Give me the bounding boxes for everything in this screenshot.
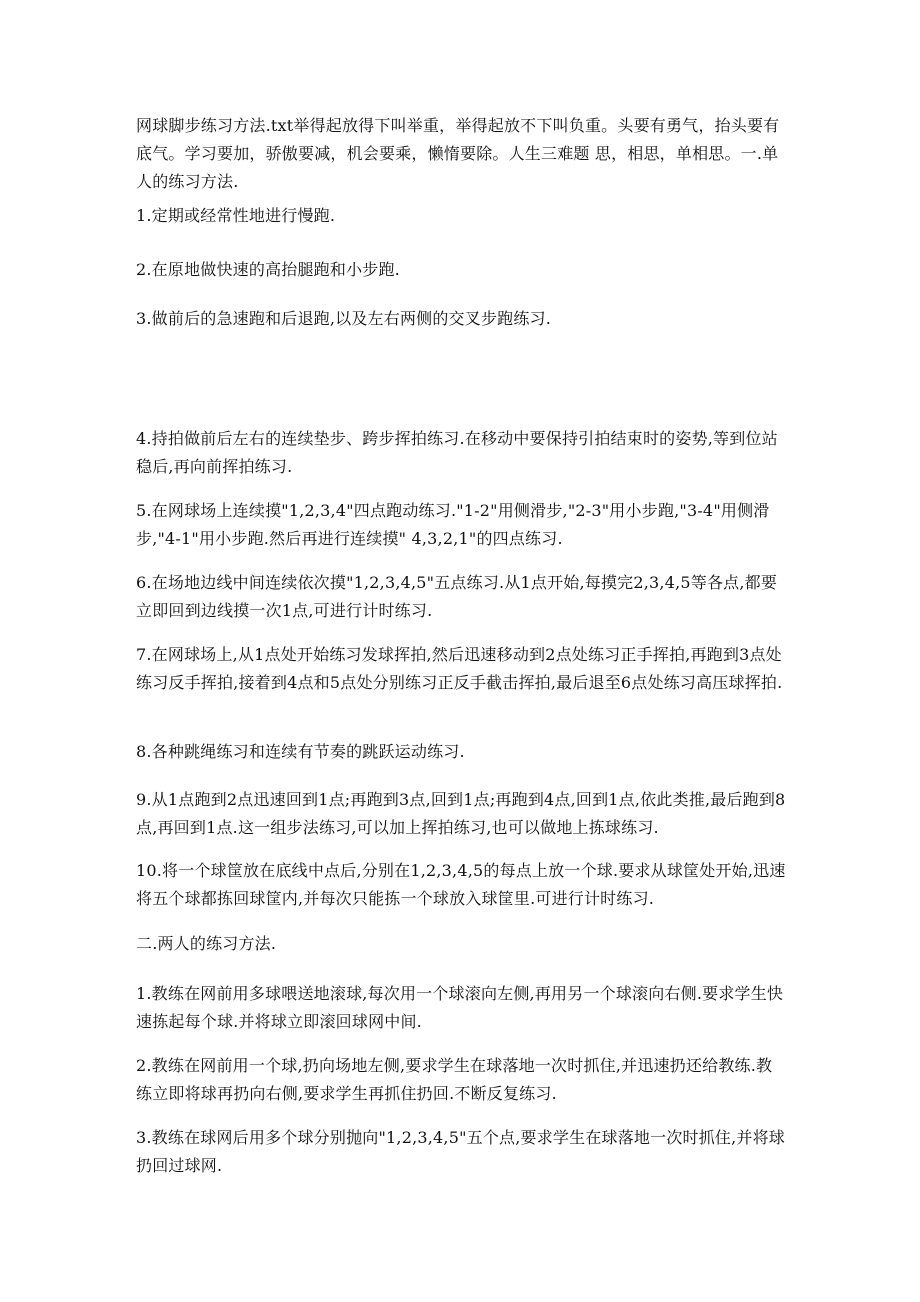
paragraph-two-person-2: 2.教练在网前用一个球,扔向场地左侧,要求学生在球落地一次时抓住,并迅速扔还给教练.教练立即将球再扔向右侧,要求学生再抓住扔回.不断反复练习. (136, 1056, 773, 1103)
paragraph-item-8: 8.各种跳绳练习和连续有节奏的跳跃运动练习. (136, 742, 465, 761)
paragraph-item-9: 9.从1点跑到2点迅速回到1点;再跑到3点,回到1点;再跑到4点,回到1点,依此类推,最后跑到8点,再回到1点.这一组步法练习,可以加上挥拍练习,也可以做地上拣球练习. (136, 790, 786, 837)
paragraph-two-person-3: 3.教练在球网后用多个球分别抛向"1,2,3,4,5"五个点,要求学生在球落地一次时抓住,并将球扔回过球网. (136, 1128, 785, 1175)
paragraph-item-4: 4.持拍做前后左右的连续垫步、跨步挥拍练习.在移动中要保持引拍结束时的姿势,等到位站稳后,再向前挥拍练习. (136, 429, 778, 476)
paragraph-item-3: 3.做前后的急速跑和后退跑,以及左右两侧的交叉步跑练习. (136, 309, 552, 328)
paragraph-two-person-1: 1.教练在网前用多球喂送地滚球,每次用一个球滚向左侧,再用另一个球滚向右侧.要求学生快速拣起每个球.并将球立即滚回球网中间. (136, 984, 784, 1031)
paragraph-item-1: 1.定期或经常性地进行慢跑. (136, 206, 336, 225)
section-heading-two-person: 二.两人的练习方法. (136, 934, 277, 953)
paragraph-item-5: 5.在网球场上连续摸"1,2,3,4"四点跑动练习."1-2"用侧滑步,"2-3"用小步跑,"3-4"用侧滑步,"4-1"用小步跑.然后再进行连续摸" 4,3,2,1"的四点练习. (136, 501, 770, 548)
intro-paragraph: 网球脚步练习方法.txt举得起放得下叫举重，举得起放不下叫负重。头要有勇气，抬头要有底气。学习要加，骄傲要减，机会要乘，懒惰要除。人生三难题 思，相思，单相思。一.单人的练习方法. (136, 116, 780, 191)
paragraph-item-6: 6.在场地边线中间连续依次摸"1,2,3,4,5"五点练习.从1点开始,每摸完2,3,4,5等各点,都要立即回到边线摸一次1点,可进行计时练习. (136, 573, 778, 620)
paragraph-item-2: 2.在原地做快速的高抬腿跑和小步跑. (136, 260, 400, 279)
paragraph-item-7: 7.在网球场上,从1点处开始练习发球挥拍,然后迅速移动到2点处练习正手挥拍,再跑到3点处练习反手挥拍,接着到4点和5点处分别练习正反手截击挥拍,最后退至6点处练习高压球挥拍. (136, 645, 783, 692)
paragraph-item-10: 10.将一个球筐放在底线中点后,分别在1,2,3,4,5的每点上放一个球.要求从球筐处开始,迅速将五个球都拣回球筐内,并每次只能拣一个球放入球筐里.可进行计时练习. (136, 861, 786, 908)
